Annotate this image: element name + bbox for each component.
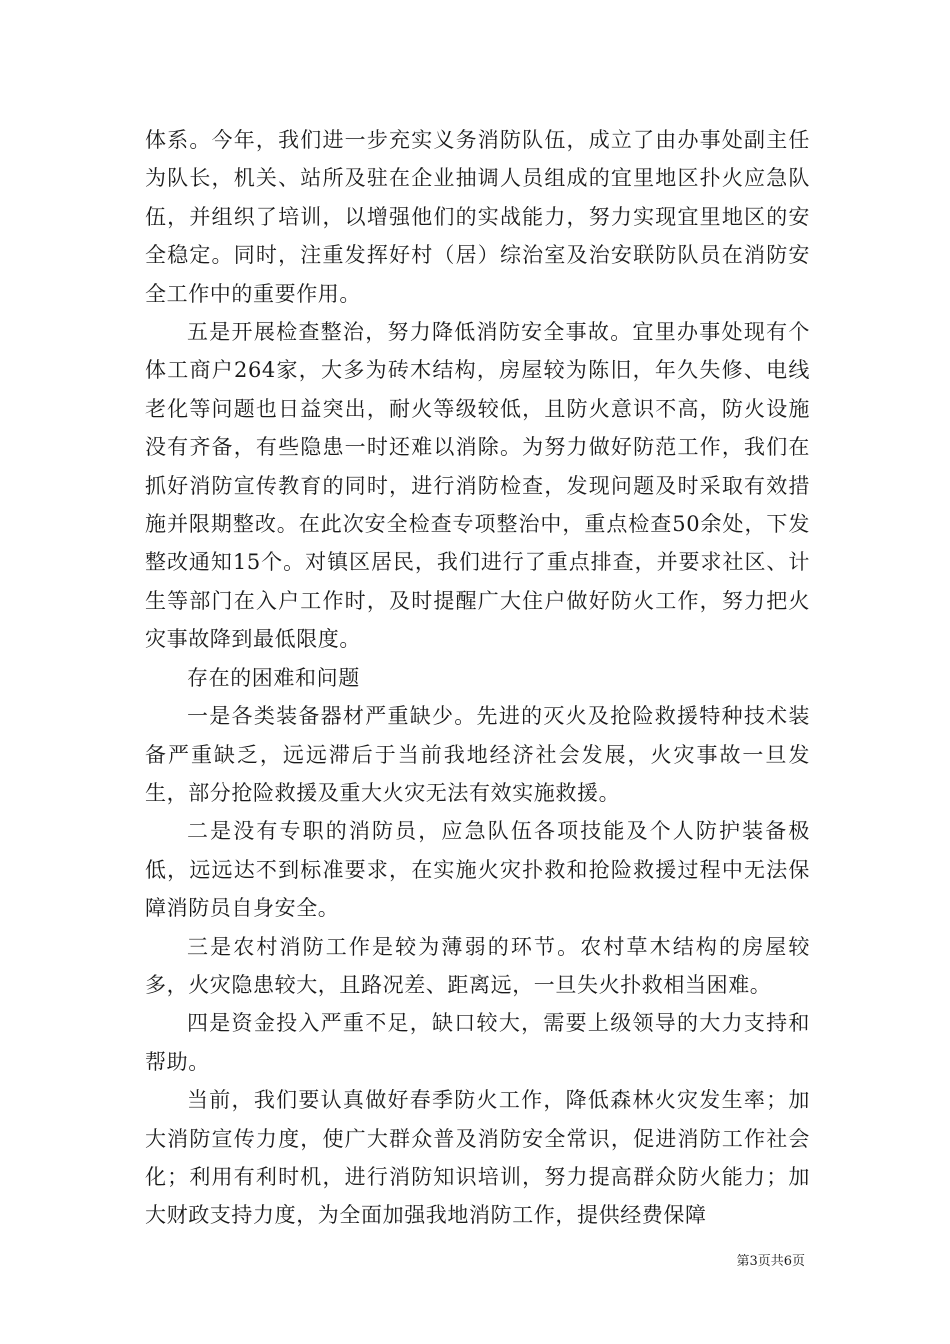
paragraph-rural: 三是农村消防工作是较为薄弱的环节。农村草木结构的房屋较多，火灾隐患较大，且路况差、距离远，一旦失火扑救相当困难。 [145, 934, 810, 997]
section-heading-difficulties: 存在的困难和问题 [187, 665, 360, 690]
page-number: 第3页共6页 [736, 1254, 805, 1269]
paragraph-current-tasks: 当前，我们要认真做好春季防火工作，降低森林火灾发生率；加大消防宣传力度，使广大群众普及消防安全常识，促进消防工作社会化；利用有利时机，进行消防知识培训，努力提高群众防火能力；加大财政支持力度，为全面加强我地消防工作，提供经费保障 [145, 1088, 810, 1228]
document-body [145, 121, 810, 1235]
paragraph-funding: 四是资金投入严重不足，缺口较大，需要上级领导的大力支持和帮助。 [145, 1011, 810, 1074]
paragraph-inspection: 五是开展检查整治，努力降低消防安全事故。宜里办事处现有个体工商户264家，大多为砖木结构，房屋较为陈旧，年久失修、电线老化等问题也日益突出，耐火等级较低，且防火意识不高，防火设施没有齐备，有些隐患一时还难以消除。为努力做好防范工作，我们在抓好消防宣传教育的同时，进行消防检查，发现问题及时采取有效措施并限期整改。在此次安全检查专项整治中，重点检查50余处，下发整改通知15个。对镇区居民，我们进行了重点排查，并要求社区、计生等部门在入户工作时，及时提醒广大住户做好防火工作，努力把火灾事故降到最低限度。 [145, 320, 810, 652]
paragraph-equipment: 一是各类装备器材严重缺少。先进的灭火及抢险救援特种技术装备严重缺乏，远远滞后于当前我地经济社会发展，火灾事故一旦发生，部分抢险救援及重大火灾无法有效实施救援。 [145, 704, 810, 805]
paragraph-continuation: 体系。今年，我们进一步充实义务消防队伍，成立了由办事处副主任为队长，机关、站所及驻在企业抽调人员组成的宜里地区扑火应急队伍，并组织了培训，以增强他们的实战能力，努力实现宜里地区的安全稳定。同时，注重发挥好村（居）综治室及治安联防队员在消防安全工作中的重要作用。 [145, 128, 810, 306]
paragraph-firefighters: 二是没有专职的消防员，应急队伍各项技能及个人防护装备极低，远远达不到标准要求，在实施火灾扑救和抢险救援过程中无法保障消防员自身安全。 [145, 819, 810, 921]
